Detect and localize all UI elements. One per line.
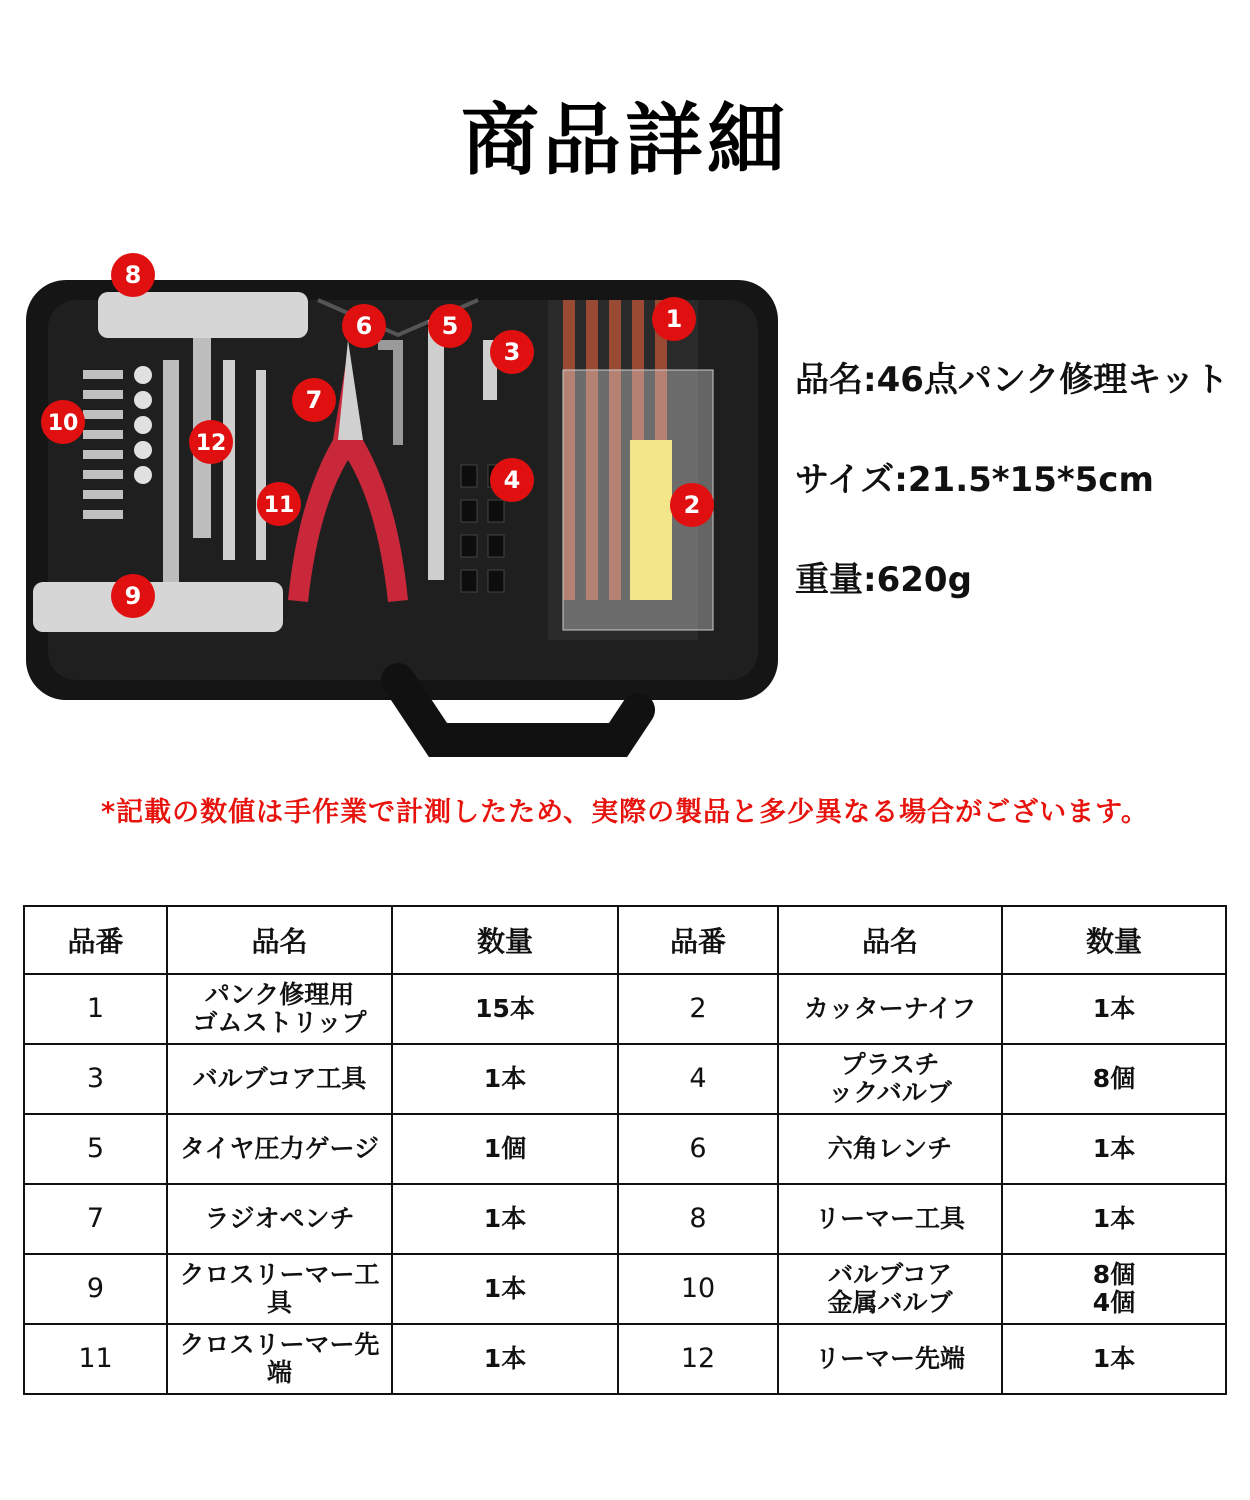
part-name: リーマー先端	[778, 1324, 1002, 1394]
part-no: 4	[618, 1044, 778, 1114]
reamer-handle-top	[98, 292, 308, 338]
reamer-handle-bottom	[33, 582, 283, 632]
callout-11: 11	[263, 493, 295, 518]
callout-7: 7	[305, 386, 323, 414]
part-no: 8	[618, 1184, 778, 1254]
cutter-knife	[630, 440, 672, 600]
part-name: 六角レンチ	[778, 1114, 1002, 1184]
table-row	[24, 1254, 1226, 1324]
part-qty: 1本	[392, 1254, 618, 1324]
part-name: タイヤ圧力ゲージ	[167, 1114, 392, 1184]
header-part-name: 品名	[778, 906, 1002, 974]
part-qty: 1本	[1002, 1114, 1226, 1184]
part-no: 3	[24, 1044, 167, 1114]
spec-weight: 重量:620g	[795, 560, 972, 600]
table-header-row	[24, 906, 1226, 974]
part-qty: 1本	[1002, 1184, 1226, 1254]
part-name: パンク修理用 ゴムストリップ	[167, 974, 392, 1044]
callout-12: 12	[195, 431, 227, 456]
spec-size: サイズ:21.5*15*5cm	[795, 460, 1154, 500]
callout-9: 9	[124, 582, 142, 610]
reamer-tip	[223, 360, 235, 560]
product-photo	[18, 240, 783, 760]
callout-8: 8	[124, 261, 142, 289]
part-no: 12	[618, 1324, 778, 1394]
table-row	[24, 974, 1226, 1044]
part-name: バルブコア工具	[167, 1044, 392, 1114]
page-title: 商品詳細	[460, 96, 789, 186]
header-quantity: 数量	[1002, 906, 1226, 974]
measurement-note: *記載の数値は手作業で計測したため、実際の製品と多少異なる場合がございます。	[101, 797, 1149, 828]
cross-reamer-tip	[256, 370, 266, 560]
part-no: 7	[24, 1184, 167, 1254]
part-no: 9	[24, 1254, 167, 1324]
callout-6: 6	[355, 312, 373, 340]
part-no: 5	[24, 1114, 167, 1184]
part-qty: 8個	[1002, 1044, 1226, 1114]
part-name: カッターナイフ	[778, 974, 1002, 1044]
part-qty: 1本	[1002, 974, 1226, 1044]
part-no: 2	[618, 974, 778, 1044]
part-name: バルブコア 金属バルブ	[778, 1254, 1002, 1324]
callout-3: 3	[503, 338, 521, 366]
part-qty: 1本	[1002, 1324, 1226, 1394]
callout-2: 2	[683, 491, 701, 519]
part-qty: 15本	[392, 974, 618, 1044]
part-no: 6	[618, 1114, 778, 1184]
table-row	[24, 1044, 1226, 1114]
part-qty: 1個	[392, 1114, 618, 1184]
part-name: クロスリーマー工具	[167, 1254, 392, 1324]
pressure-gauge	[428, 320, 444, 580]
parts-table	[23, 905, 1227, 1395]
spec-name: 品名:46点パンク修理キット	[795, 360, 1229, 400]
part-name: プラスチ ックバルブ	[778, 1044, 1002, 1114]
part-qty: 8個 4個	[1002, 1254, 1226, 1324]
table-row	[24, 1324, 1226, 1394]
table-row	[24, 1114, 1226, 1184]
part-qty: 1本	[392, 1324, 618, 1394]
callout-1: 1	[665, 305, 683, 333]
callout-10: 10	[47, 411, 79, 436]
spec-list	[795, 352, 1245, 652]
part-no: 10	[618, 1254, 778, 1324]
callout-5: 5	[441, 312, 459, 340]
table-row	[24, 1184, 1226, 1254]
header-quantity: 数量	[392, 906, 618, 974]
part-no: 11	[24, 1324, 167, 1394]
callout-4: 4	[503, 466, 521, 494]
part-no: 1	[24, 974, 167, 1044]
header-part-no: 品番	[618, 906, 778, 974]
header-part-no: 品番	[24, 906, 167, 974]
part-name: ラジオペンチ	[167, 1184, 392, 1254]
part-qty: 1本	[392, 1184, 618, 1254]
cross-reamer-shaft	[163, 360, 179, 582]
header-part-name: 品名	[167, 906, 392, 974]
part-qty: 1本	[392, 1044, 618, 1114]
part-name: リーマー工具	[778, 1184, 1002, 1254]
part-name: クロスリーマー先端	[167, 1324, 392, 1394]
